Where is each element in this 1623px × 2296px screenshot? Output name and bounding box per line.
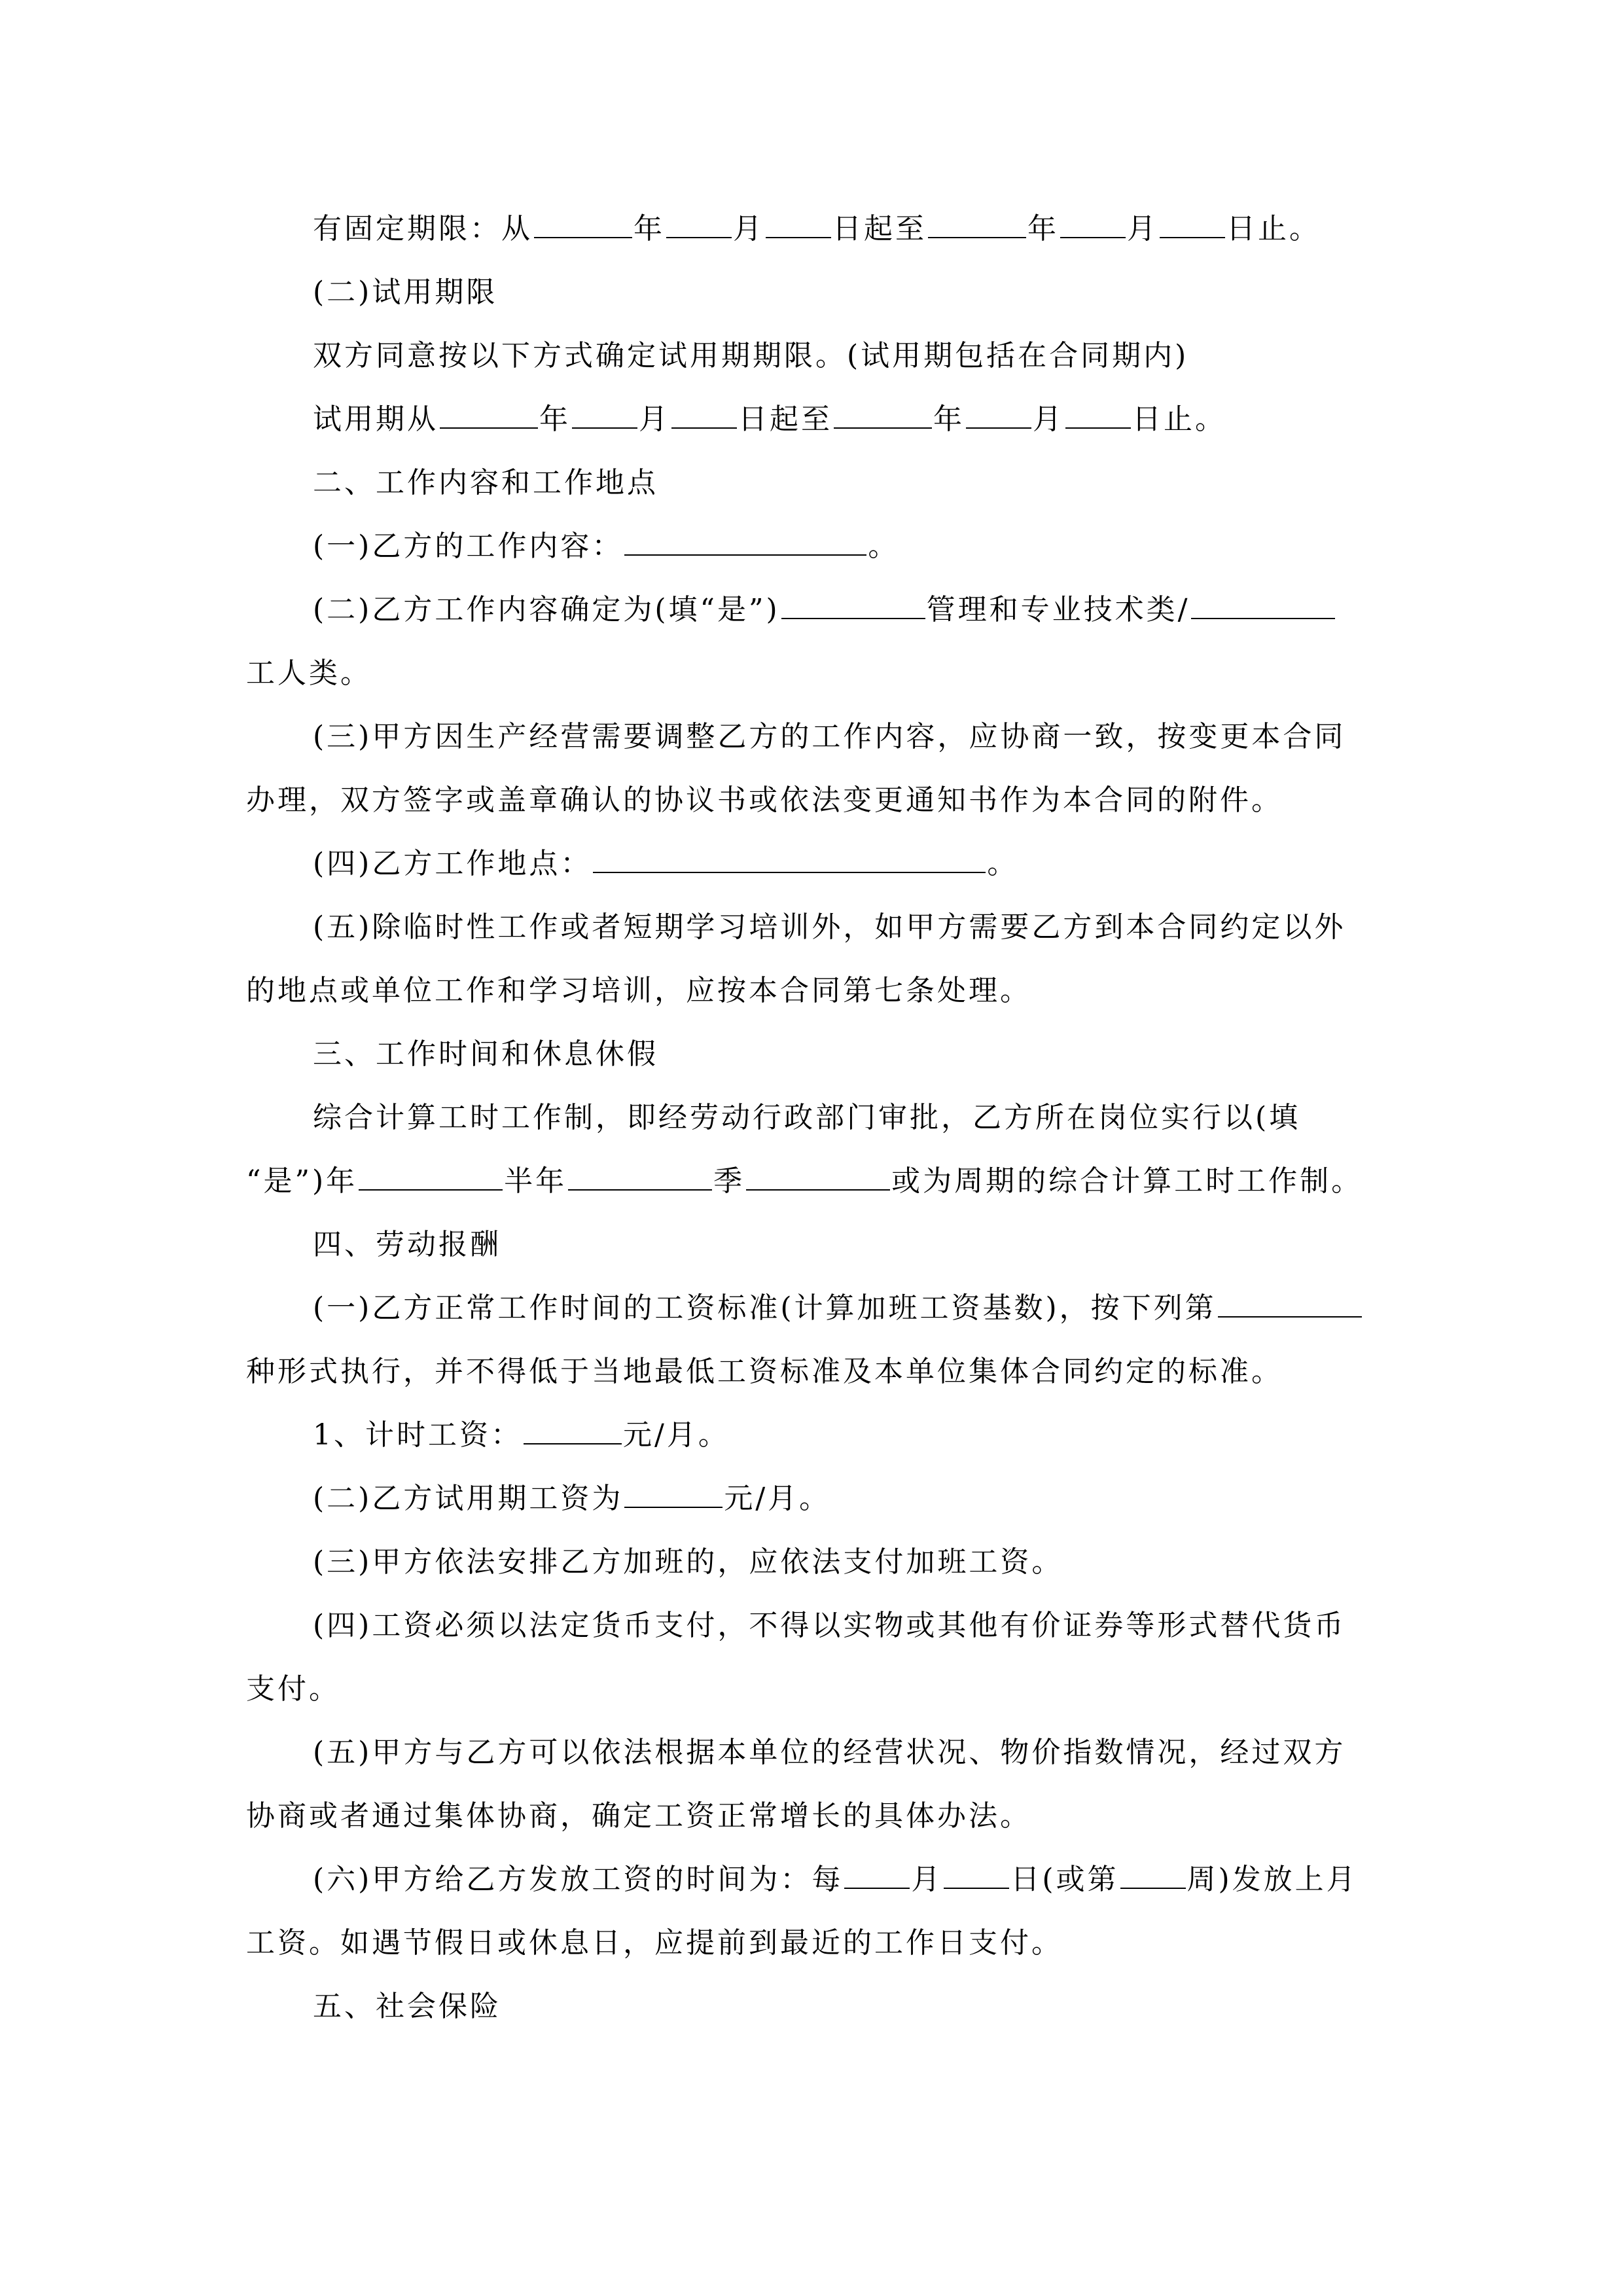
hourly-wage-line: 1、计时工资： 元/月。 [313, 1409, 730, 1462]
section-heading: 二、工作内容和工作地点 [313, 466, 658, 499]
blank-field[interactable] [624, 1473, 722, 1508]
blank-field[interactable] [928, 203, 1026, 238]
blank-field[interactable] [1218, 1282, 1362, 1318]
blank-field[interactable] [671, 393, 737, 429]
blank-field[interactable] [1065, 393, 1131, 429]
blank-field[interactable] [781, 584, 925, 619]
blank-field[interactable] [1191, 584, 1335, 619]
section-heading: (二)试用期限 [313, 276, 498, 309]
blank-field[interactable] [834, 393, 932, 429]
paragraph-line: 双方同意按以下方式确定试用期期限。(试用期包括在合同期内) [313, 339, 1189, 372]
paragraph-line: 工人类。 [246, 656, 372, 690]
blank-field[interactable] [766, 203, 831, 238]
blank-field[interactable] [1160, 203, 1225, 238]
paragraph-line: 工资。如遇节假日或休息日，应提前到最近的工作日支付。 [246, 1926, 1063, 1960]
pay-date-line: (六)甲方给乙方发放工资的时间为：每 月 日(或第 周)发放上月 [313, 1854, 1358, 1906]
paragraph-line: 支付。 [246, 1672, 340, 1706]
blank-field[interactable] [944, 1854, 1009, 1889]
paragraph-line: (四)工资必须以法定货币支付，不得以实物或其他有价证券等形式替代货币 [313, 1609, 1346, 1642]
paragraph-line: (五)除临时性工作或者短期学习培训外，如甲方需要乙方到本合同约定以外 [313, 910, 1346, 944]
work-location-line: (四)乙方工作地点： 。 [313, 838, 1018, 890]
section-heading: 五、社会保险 [313, 1990, 501, 2023]
blank-field[interactable] [666, 203, 732, 238]
work-content-line: (一)乙方的工作内容： 。 [313, 520, 899, 573]
paragraph-line: 综合计算工时工作制，即经劳动行政部门审批，乙方所在岗位实行以(填 [313, 1101, 1301, 1134]
blank-field[interactable] [624, 520, 866, 556]
blank-field[interactable] [844, 1854, 910, 1889]
fixed-term-line: 有固定期限：从 年 月 日起至 年 月 日止。 [313, 203, 1321, 255]
blank-field[interactable] [572, 393, 637, 429]
working-hours-period-line: “是”)年 半年 季 或为周期的综合计算工时工作制。 [246, 1155, 1363, 1208]
blank-field[interactable] [593, 838, 986, 873]
paragraph-line: (五)甲方与乙方可以依法根据本单位的经营状况、物价指数情况，经过双方 [313, 1736, 1346, 1769]
paragraph-line: (三)甲方因生产经营需要调整乙方的工作内容，应协商一致，按变更本合同 [313, 720, 1346, 753]
blank-field[interactable] [1060, 203, 1126, 238]
paragraph-line: 种形式执行，并不得低于当地最低工资标准及本单位集体合同约定的标准。 [246, 1355, 1283, 1388]
blank-field[interactable] [966, 393, 1031, 429]
paragraph-line: 的地点或单位工作和学习培训，应按本合同第七条处理。 [246, 974, 1031, 1007]
paragraph-line: 协商或者通过集体协商，确定工资正常增长的具体办法。 [246, 1799, 1031, 1833]
blank-field[interactable] [359, 1155, 503, 1191]
probation-wage-line: (二)乙方试用期工资为 元/月。 [313, 1473, 830, 1525]
blank-field[interactable] [524, 1409, 622, 1444]
probation-period-line: 试用期从 年 月 日起至 年 月 日止。 [313, 393, 1226, 446]
paragraph-line: 办理，双方签字或盖章确认的协议书或依法变更通知书作为本合同的附件。 [246, 783, 1283, 817]
blank-field[interactable] [1120, 1854, 1186, 1889]
section-heading: 三、工作时间和休息休假 [313, 1037, 658, 1071]
wage-standard-line: (一)乙方正常工作时间的工资标准(计算加班工资基数)，按下列第 [313, 1282, 1363, 1335]
paragraph-line: (三)甲方依法安排乙方加班的，应依法支付加班工资。 [313, 1545, 1063, 1579]
blank-field[interactable] [534, 203, 632, 238]
blank-field[interactable] [746, 1155, 890, 1191]
work-category-line: (二)乙方工作内容确定为(填“是”) 管理和专业技术类/ [313, 584, 1336, 636]
blank-field[interactable] [440, 393, 538, 429]
section-heading: 四、劳动报酬 [313, 1228, 501, 1261]
blank-field[interactable] [568, 1155, 712, 1191]
